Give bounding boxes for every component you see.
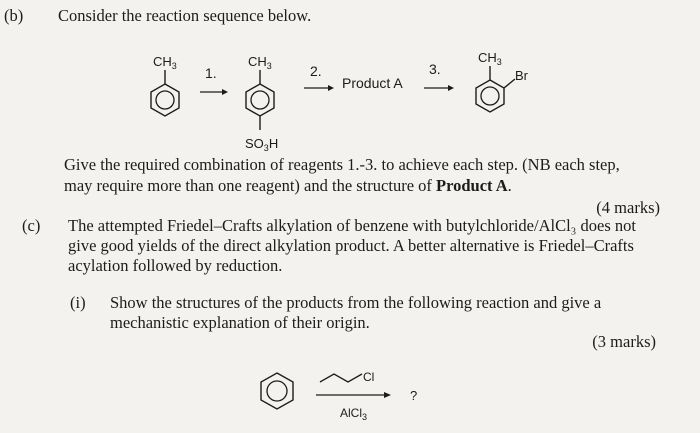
sub-i-line2: mechanistic explanation of their origin. [110,313,370,332]
part-b-question-line1: Give the required combination of reagents 1.-3. to achieve each step. (NB each step, [64,155,620,174]
toluene-structure [151,54,179,116]
product-ch3-label: $CH_3$ [478,50,502,67]
alcl3-label: AlCl$_3$ [340,406,368,422]
step-1-label: 1. [205,65,217,81]
part-b-heading: Consider the reaction sequence below. [58,6,312,25]
reaction-scheme-c [0,355,700,433]
part-b-label: (b) [4,6,24,25]
butyl-chloride-structure [320,370,374,384]
sub-i-line1: Show the structures of the products from the following reaction and give a [110,293,602,312]
tosic-ch3-label: $CH_3$ [248,54,272,71]
benzene-structure [261,373,293,409]
step-3-label: 3. [429,61,441,77]
product-a-label: Product A [342,75,403,91]
br-label: Br [515,68,528,83]
part-b-question-line2: may require more than one reagent) and the structure of Product A. [64,176,512,195]
reaction-scheme-b [0,0,700,160]
bromo-product-structure [476,50,529,112]
sub-i-marks: (3 marks) [592,332,656,351]
part-c-line3: acylation followed by reduction. [68,256,283,275]
part-c-line2: give good yields of the direct alkylation product. A better alternative is Friedel–Crafts [68,236,634,255]
step-2-label: 2. [310,63,322,79]
part-c-label: (c) [22,216,41,235]
cl-label: Cl [363,370,375,384]
toluenesulfonic-acid-structure [245,54,278,153]
part-b-marks: (4 marks) [596,198,660,217]
question-mark: ? [410,388,418,403]
so3h-label: $SO_3H$ [245,136,279,153]
sub-i-label: (i) [70,293,86,312]
part-c-line1: The attempted Friedel–Crafts alkylation of benzene with butylchloride/AlCl₃ does not [68,216,636,235]
toluene-ch3-label: $CH_3$ [153,54,177,71]
